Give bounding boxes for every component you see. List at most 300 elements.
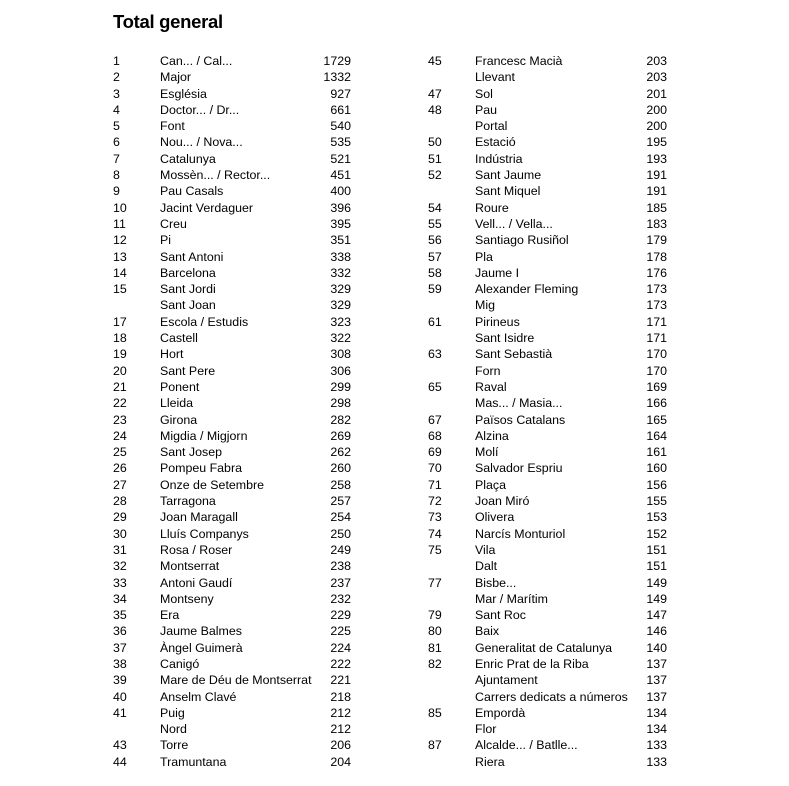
- street-name: Lluís Companys: [160, 526, 249, 541]
- street-name: Jaume I: [475, 265, 520, 280]
- rank-number: 70: [428, 461, 442, 476]
- street-name: Sant Isidre: [475, 331, 535, 346]
- street-name: Castell: [160, 331, 198, 346]
- street-count: 257: [330, 494, 351, 509]
- street-name: Mig: [475, 298, 495, 313]
- table-row: [428, 575, 667, 591]
- street-name: Llevant: [475, 70, 515, 85]
- street-name: Pirineus: [475, 314, 520, 329]
- street-name: Bisbe...: [475, 575, 517, 590]
- street-count: 282: [330, 412, 351, 427]
- street-count: 185: [646, 200, 667, 215]
- table-row: [428, 460, 667, 476]
- street-count: 193: [646, 151, 667, 166]
- table-row: [428, 363, 667, 379]
- street-count: 203: [646, 70, 667, 85]
- street-count: 191: [646, 184, 667, 199]
- street-count: 249: [330, 542, 351, 557]
- table-row: [113, 69, 351, 85]
- street-name: Sant Roc: [475, 608, 526, 623]
- rank-number: 74: [428, 526, 442, 541]
- table-row: [113, 216, 351, 232]
- street-name: Nou... / Nova...: [160, 135, 243, 150]
- street-name: Dalt: [475, 559, 498, 574]
- table-row: [113, 297, 351, 313]
- street-count: 200: [646, 102, 667, 117]
- rank-number: 81: [428, 640, 442, 655]
- street-count: 201: [646, 86, 667, 101]
- street-name: Salvador Espriu: [475, 461, 563, 476]
- street-count: 165: [646, 412, 667, 427]
- street-count: 299: [330, 379, 351, 394]
- table-row: [113, 737, 351, 753]
- table-row: [113, 249, 351, 265]
- street-count: 176: [646, 265, 667, 280]
- street-name: Àngel Guimerà: [160, 640, 243, 655]
- rank-number: 30: [113, 526, 127, 541]
- street-name: Catalunya: [160, 151, 216, 166]
- street-count: 224: [330, 640, 351, 655]
- table-row: [113, 53, 351, 69]
- rank-number: 72: [428, 494, 442, 509]
- rank-number: 15: [113, 282, 127, 297]
- table-row: [428, 395, 667, 411]
- street-count: 222: [330, 656, 351, 671]
- street-name: Indústria: [475, 151, 523, 166]
- street-name: Flor: [475, 722, 497, 737]
- table-row: [428, 102, 667, 118]
- street-count: 540: [330, 119, 351, 134]
- street-count: 308: [330, 347, 351, 362]
- street-count: 166: [646, 396, 667, 411]
- street-name: Empordà: [475, 705, 526, 720]
- rank-number: 20: [113, 363, 127, 378]
- street-count: 351: [330, 233, 351, 248]
- table-row: [113, 167, 351, 183]
- street-name: Països Catalans: [475, 412, 566, 427]
- rank-number: 34: [113, 591, 127, 606]
- street-name: Mar / Marítim: [475, 591, 548, 606]
- table-row: [428, 754, 667, 770]
- table-row: [113, 558, 351, 574]
- rank-number: 41: [113, 705, 127, 720]
- street-count: 258: [330, 477, 351, 492]
- street-name: Creu: [160, 216, 187, 231]
- rank-number: 38: [113, 656, 127, 671]
- street-count: 204: [330, 754, 351, 769]
- table-row: [113, 754, 351, 770]
- table-row: [428, 656, 667, 672]
- rank-number: 1: [113, 54, 120, 68]
- street-count: 269: [330, 428, 351, 443]
- rank-number: 59: [428, 282, 442, 297]
- street-count: 191: [646, 168, 667, 183]
- table-row: [428, 281, 667, 297]
- street-name: Narcís Monturiol: [475, 526, 566, 541]
- table-row: [113, 623, 351, 639]
- rank-number: 28: [113, 494, 127, 509]
- rank-number: 52: [428, 168, 442, 183]
- street-name: Jaume Balmes: [160, 624, 242, 639]
- street-count: 661: [330, 102, 351, 117]
- rank-number: 85: [428, 705, 442, 720]
- table-row: [113, 526, 351, 542]
- rank-number: 51: [428, 151, 442, 166]
- rank-number: 10: [113, 200, 127, 215]
- street-name: Alcalde... / Batlle...: [475, 738, 578, 753]
- street-count: 147: [646, 608, 667, 623]
- table-row: [428, 69, 667, 85]
- rank-number: 79: [428, 608, 442, 623]
- rank-number: 13: [113, 249, 127, 264]
- street-name: Ajuntament: [475, 673, 538, 688]
- rank-number: 56: [428, 233, 442, 248]
- street-count: 329: [330, 298, 351, 313]
- table-row: [113, 102, 351, 118]
- table-row: [113, 460, 351, 476]
- street-count: 332: [330, 265, 351, 280]
- rank-number: 40: [113, 689, 127, 704]
- rank-number: 65: [428, 379, 442, 394]
- street-name: Mas... / Masia...: [475, 396, 563, 411]
- street-name: Montserrat: [160, 559, 220, 574]
- street-name: Mare de Déu de Montserrat: [160, 673, 312, 688]
- table-row: [113, 346, 351, 362]
- table-row: [113, 118, 351, 134]
- table-row: [113, 575, 351, 591]
- table-row: [428, 314, 667, 330]
- table-row: [428, 200, 667, 216]
- rank-number: 26: [113, 461, 127, 476]
- rank-number: 5: [113, 119, 120, 134]
- street-count: 179: [646, 233, 667, 248]
- table-row: [428, 689, 667, 705]
- street-name: Can... / Cal...: [160, 54, 233, 68]
- street-count: 164: [646, 428, 667, 443]
- street-name: Sant Sebastià: [475, 347, 553, 362]
- street-name: Sant Josep: [160, 445, 222, 460]
- rank-number: 39: [113, 673, 127, 688]
- street-name: Estació: [475, 135, 516, 150]
- street-count: 137: [646, 673, 667, 688]
- rank-number: 58: [428, 265, 442, 280]
- street-name: Pau: [475, 102, 498, 117]
- street-count: 254: [330, 510, 351, 525]
- rank-number: 29: [113, 510, 127, 525]
- table-row: [428, 558, 667, 574]
- street-name: Sant Pere: [160, 363, 216, 378]
- street-count: 237: [330, 575, 351, 590]
- street-name: Jacint Verdaguer: [160, 200, 253, 215]
- rank-number: 37: [113, 640, 127, 655]
- street-count: 200: [646, 119, 667, 134]
- table-row: [428, 330, 667, 346]
- rank-number: 45: [428, 54, 442, 68]
- street-name: Carrers dedicats a números: [475, 689, 628, 704]
- table-row: [113, 200, 351, 216]
- street-count: 140: [646, 640, 667, 655]
- table-row: [113, 607, 351, 623]
- street-name: Enric Prat de la Riba: [475, 656, 589, 671]
- street-count: 396: [330, 200, 351, 215]
- rank-number: 61: [428, 314, 442, 329]
- table-row: [428, 265, 667, 281]
- rank-number: 14: [113, 265, 127, 280]
- table-row: [113, 477, 351, 493]
- table-row: [428, 412, 667, 428]
- table-row: [113, 265, 351, 281]
- table-row: [428, 493, 667, 509]
- street-count: 262: [330, 445, 351, 460]
- street-name: Tarragona: [160, 494, 216, 509]
- street-name: Barcelona: [160, 265, 216, 280]
- table-row: [428, 183, 667, 199]
- table-row: [428, 86, 667, 102]
- table-row: [428, 379, 667, 395]
- street-count: 149: [646, 575, 667, 590]
- table-row: [428, 591, 667, 607]
- rank-number: 19: [113, 347, 127, 362]
- street-name: Torre: [160, 738, 189, 753]
- street-name: Antoni Gaudí: [160, 575, 233, 590]
- street-name: Riera: [475, 754, 505, 769]
- street-name: Generalitat de Catalunya: [475, 640, 613, 655]
- ranking-column-right: [428, 53, 667, 770]
- street-count: 298: [330, 396, 351, 411]
- street-name: Joan Miró: [475, 494, 530, 509]
- table-row: [113, 134, 351, 150]
- table-row: [113, 640, 351, 656]
- rank-number: 50: [428, 135, 442, 150]
- table-row: [428, 477, 667, 493]
- table-row: [428, 444, 667, 460]
- street-name: Tramuntana: [160, 754, 227, 769]
- street-name: Nord: [160, 722, 187, 737]
- table-row: [428, 705, 667, 721]
- table-row: [428, 640, 667, 656]
- table-row: [113, 591, 351, 607]
- street-count: 171: [646, 331, 667, 346]
- street-count: 451: [330, 168, 351, 183]
- street-count: 221: [330, 673, 351, 688]
- street-count: 134: [646, 722, 667, 737]
- street-name: Pompeu Fabra: [160, 461, 242, 476]
- rank-number: 77: [428, 575, 442, 590]
- street-count: 1332: [323, 70, 351, 85]
- rank-number: 31: [113, 542, 127, 557]
- street-count: 395: [330, 216, 351, 231]
- rank-number: 87: [428, 738, 442, 753]
- table-row: [113, 542, 351, 558]
- street-count: 400: [330, 184, 351, 199]
- table-row: [428, 118, 667, 134]
- table-row: [113, 493, 351, 509]
- table-row: [428, 623, 667, 639]
- street-name: Pau Casals: [160, 184, 224, 199]
- table-row: [113, 183, 351, 199]
- street-count: 137: [646, 689, 667, 704]
- street-name: Sant Joan: [160, 298, 216, 313]
- street-count: 137: [646, 656, 667, 671]
- street-count: 260: [330, 461, 351, 476]
- rank-number: 67: [428, 412, 442, 427]
- street-count: 212: [330, 705, 351, 720]
- street-count: 151: [646, 559, 667, 574]
- street-name: Santiago Rusiñol: [475, 233, 569, 248]
- street-count: 183: [646, 216, 667, 231]
- table-row: [428, 249, 667, 265]
- street-count: 152: [646, 526, 667, 541]
- street-count: 133: [646, 738, 667, 753]
- table-row: [113, 509, 351, 525]
- table-row: [428, 607, 667, 623]
- street-name: Església: [160, 86, 207, 101]
- street-name: Ponent: [160, 379, 200, 394]
- table-row: [113, 444, 351, 460]
- street-count: 232: [330, 591, 351, 606]
- rank-number: 24: [113, 428, 127, 443]
- street-name: Baix: [475, 624, 500, 639]
- street-name: Joan Maragall: [160, 510, 238, 525]
- street-name: Escola / Estudis: [160, 314, 249, 329]
- table-row: [113, 721, 351, 737]
- street-name: Puig: [160, 705, 185, 720]
- street-name: Montseny: [160, 591, 214, 606]
- rank-number: 23: [113, 412, 127, 427]
- rank-number: 63: [428, 347, 442, 362]
- rank-number: 3: [113, 86, 120, 101]
- rank-number: 27: [113, 477, 127, 492]
- rank-number: 2: [113, 70, 120, 85]
- street-name: Canigó: [160, 656, 200, 671]
- street-count: 306: [330, 363, 351, 378]
- table-row: [428, 167, 667, 183]
- street-name: Alzina: [475, 428, 509, 443]
- street-name: Plaça: [475, 477, 506, 492]
- rank-number: 4: [113, 102, 120, 117]
- rank-number: 6: [113, 135, 120, 150]
- table-row: [113, 412, 351, 428]
- street-count: 173: [646, 298, 667, 313]
- rank-number: 25: [113, 445, 127, 460]
- rank-number: 36: [113, 624, 127, 639]
- ranking-column-left: [113, 53, 351, 770]
- street-name: Portal: [475, 119, 508, 134]
- street-name: Migdia / Migjorn: [160, 428, 248, 443]
- table-row: [113, 151, 351, 167]
- table-row: [113, 363, 351, 379]
- rank-number: 17: [113, 314, 127, 329]
- table-row: [113, 672, 351, 688]
- street-name: Pi: [160, 233, 172, 248]
- table-row: [113, 86, 351, 102]
- rank-number: 69: [428, 445, 442, 460]
- street-count: 250: [330, 526, 351, 541]
- street-count: 322: [330, 331, 351, 346]
- street-count: 212: [330, 722, 351, 737]
- street-count: 206: [330, 738, 351, 753]
- street-count: 1729: [323, 54, 351, 68]
- street-name: Girona: [160, 412, 198, 427]
- table-row: [428, 297, 667, 313]
- street-count: 178: [646, 249, 667, 264]
- rank-number: 47: [428, 86, 442, 101]
- table-row: [113, 705, 351, 721]
- street-count: 927: [330, 86, 351, 101]
- street-count: 195: [646, 135, 667, 150]
- rank-number: 71: [428, 477, 442, 492]
- table-row: [428, 53, 667, 69]
- rank-number: 55: [428, 216, 442, 231]
- street-name: Vell... / Vella...: [475, 216, 553, 231]
- street-name: Sant Jaume: [475, 168, 542, 183]
- street-name: Major: [160, 70, 191, 85]
- street-name: Sant Antoni: [160, 249, 224, 264]
- table-row: [428, 721, 667, 737]
- rank-number: 21: [113, 379, 127, 394]
- street-count: 151: [646, 542, 667, 557]
- rank-number: 9: [113, 184, 120, 199]
- rank-number: 73: [428, 510, 442, 525]
- table-row: [113, 314, 351, 330]
- table-row: [428, 428, 667, 444]
- table-row: [428, 134, 667, 150]
- street-count: 171: [646, 314, 667, 329]
- table-row: [428, 216, 667, 232]
- rank-number: 44: [113, 754, 127, 769]
- street-name: Molí: [475, 445, 499, 460]
- street-name: Font: [160, 119, 185, 134]
- street-name: Alexander Fleming: [475, 282, 579, 297]
- street-name: Lleida: [160, 396, 194, 411]
- street-count: 134: [646, 705, 667, 720]
- table-row: [428, 232, 667, 248]
- street-count: 338: [330, 249, 351, 264]
- street-name: Mossèn... / Rector...: [160, 168, 271, 183]
- rank-number: 8: [113, 168, 120, 183]
- street-name: Sol: [475, 86, 493, 101]
- street-name: Rosa / Roser: [160, 542, 233, 557]
- street-count: 229: [330, 608, 351, 623]
- rank-number: 32: [113, 559, 127, 574]
- rank-number: 80: [428, 624, 442, 639]
- street-count: 169: [646, 379, 667, 394]
- table-row: [428, 542, 667, 558]
- street-name: Forn: [475, 363, 501, 378]
- street-count: 146: [646, 624, 667, 639]
- table-row: [113, 379, 351, 395]
- rank-number: 18: [113, 331, 127, 346]
- street-name: Hort: [160, 347, 184, 362]
- table-row: [113, 395, 351, 411]
- street-count: 170: [646, 363, 667, 378]
- street-count: 155: [646, 494, 667, 509]
- street-count: 225: [330, 624, 351, 639]
- street-count: 329: [330, 282, 351, 297]
- table-row: [428, 737, 667, 753]
- street-name: Era: [160, 608, 180, 623]
- table-row: [428, 526, 667, 542]
- table-row: [428, 672, 667, 688]
- table-row: [113, 689, 351, 705]
- rank-number: 33: [113, 575, 127, 590]
- street-name: Anselm Clavé: [160, 689, 237, 704]
- rank-number: 75: [428, 542, 442, 557]
- table-row: [113, 232, 351, 248]
- table-row: [113, 330, 351, 346]
- street-name: Sant Jordi: [160, 282, 216, 297]
- rank-number: 43: [113, 738, 127, 753]
